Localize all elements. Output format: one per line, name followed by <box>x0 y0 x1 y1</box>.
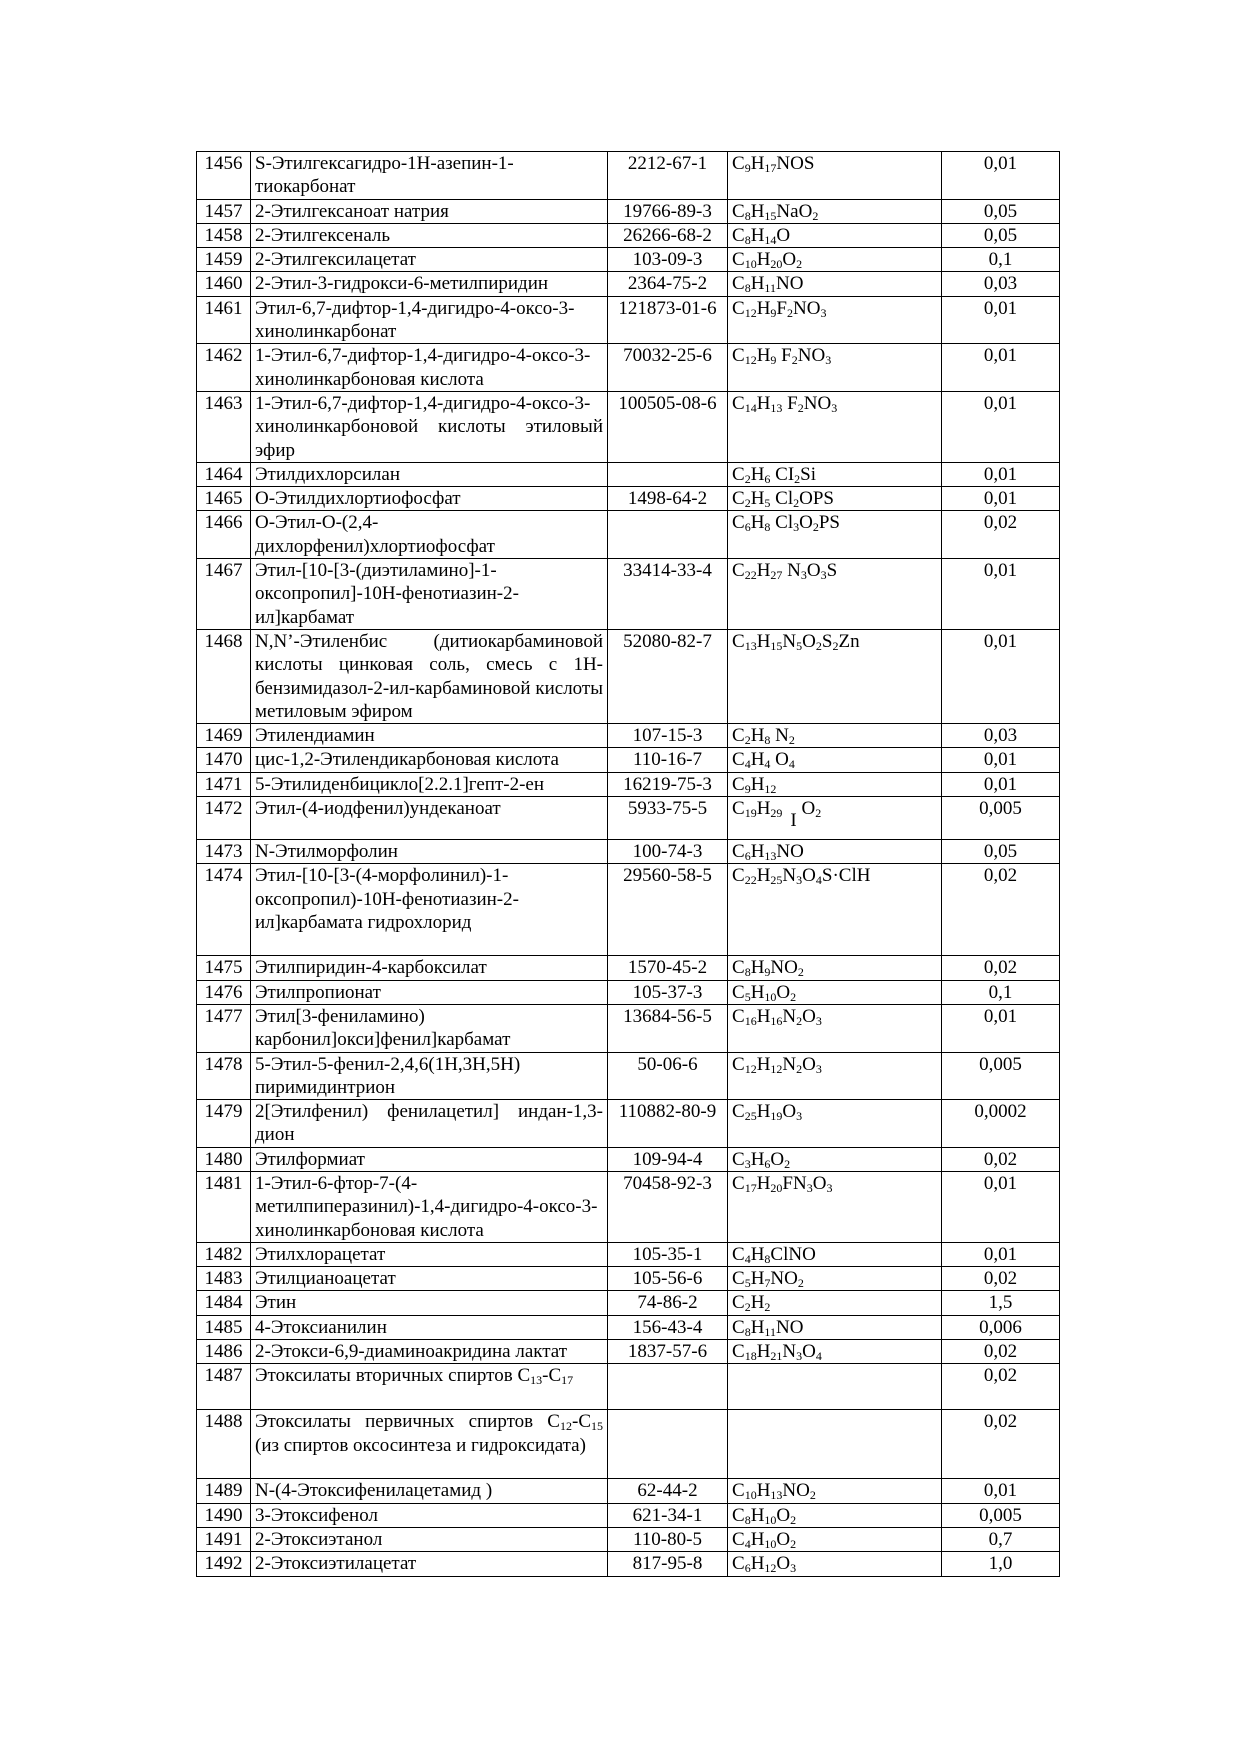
row-number: 1492 <box>197 1552 251 1576</box>
cas-number: 103-09-3 <box>608 248 728 272</box>
cas-number <box>608 1410 728 1479</box>
cas-number: 70032-25-6 <box>608 344 728 392</box>
row-number: 1479 <box>197 1100 251 1148</box>
chemical-formula: $C_8H_9NO_2$ <box>728 956 942 980</box>
table-row <box>197 296 1060 344</box>
cas-number: 33414-33-4 <box>608 559 728 630</box>
row-number: 1470 <box>197 748 251 772</box>
cas-number: 13684-56-5 <box>608 1004 728 1052</box>
table-row <box>197 629 1060 723</box>
row-number: 1477 <box>197 1004 251 1052</box>
limit-value: 0,01 <box>942 487 1060 511</box>
cas-number: 29560-58-5 <box>608 864 728 956</box>
limit-value: 0,01 <box>942 629 1060 723</box>
substance-name: Этин <box>251 1291 608 1315</box>
limit-value: 0,01 <box>942 559 1060 630</box>
substance-name: Этилпиридин-4-карбоксилат <box>251 956 608 980</box>
limit-value: 0,01 <box>942 1004 1060 1052</box>
substance-name: 4-Этоксианилин <box>251 1315 608 1339</box>
substance-name: Этилендиамин <box>251 724 608 748</box>
chemical-formula: $C_{19}H_{29}$ I $O_2$ <box>728 797 942 840</box>
chemical-formula: $C_{16}H_{16}N_2O_3$ <box>728 1004 942 1052</box>
table-row <box>197 462 1060 486</box>
substance-name: 3-Этоксифенол <box>251 1503 608 1527</box>
table-row <box>197 980 1060 1004</box>
chemical-formula: $C_4H_{10}O_2$ <box>728 1527 942 1551</box>
cas-number: 105-35-1 <box>608 1242 728 1266</box>
limit-value: 0,02 <box>942 864 1060 956</box>
chemical-formula: $C_8H_{10}O_2$ <box>728 1503 942 1527</box>
cas-number <box>608 511 728 559</box>
table-body <box>197 152 1060 1577</box>
table-row <box>197 487 1060 511</box>
row-number: 1474 <box>197 864 251 956</box>
limit-value: 0,7 <box>942 1527 1060 1551</box>
chemical-formula: $C_{12}H_9$ $F_2NO_3$ <box>728 344 942 392</box>
limit-value: 0,01 <box>942 1479 1060 1503</box>
limit-value: 0,02 <box>942 1364 1060 1410</box>
cas-number: 105-56-6 <box>608 1267 728 1291</box>
limit-value: 0,006 <box>942 1315 1060 1339</box>
row-number: 1488 <box>197 1410 251 1479</box>
table-row <box>197 724 1060 748</box>
substance-name: 1-Этил-6-фтор-7-(4-метилпиперазинил)-1,4-дигидро-4-оксо-3-хинолинкарбоновая кислота <box>251 1171 608 1242</box>
limit-value: 0,01 <box>942 1242 1060 1266</box>
chemical-formula: $C_8H_{11}NO$ <box>728 272 942 296</box>
chemical-formula: $C_{22}H_{25}N_3O_4S\cdot ClH$ <box>728 864 942 956</box>
table-row <box>197 152 1060 200</box>
table-row <box>197 1527 1060 1551</box>
table-row <box>197 559 1060 630</box>
chemical-formula: $C_4H_8ClNO$ <box>728 1242 942 1266</box>
cas-number: 121873-01-6 <box>608 296 728 344</box>
cas-number: 105-37-3 <box>608 980 728 1004</box>
row-number: 1478 <box>197 1052 251 1100</box>
substance-name: О-Этилдихлортиофосфат <box>251 487 608 511</box>
limit-value: 0,02 <box>942 1147 1060 1171</box>
row-number: 1469 <box>197 724 251 748</box>
limit-value: 0,02 <box>942 1340 1060 1364</box>
cas-number: 5933-75-5 <box>608 797 728 840</box>
substance-name: Этил-[10-[3-(4-морфолинил)-1-оксопропил)-10H-фенотиазин-2-ил]карбамата гидрохлорид <box>251 864 608 956</box>
substance-name: S-Этилгексагидро-1H-азепин-1-тиокарбонат <box>251 152 608 200</box>
chemical-formula: $C_6H_{12}O_3$ <box>728 1552 942 1576</box>
row-number: 1483 <box>197 1267 251 1291</box>
substance-name: 2-Этилгексеналь <box>251 223 608 247</box>
limit-value: 0,01 <box>942 462 1060 486</box>
substance-name: Этилдихлорсилан <box>251 462 608 486</box>
table-row <box>197 1267 1060 1291</box>
cas-number: 74-86-2 <box>608 1291 728 1315</box>
chemical-formula: $C_{22}H_{27}$ $N_3O_3S$ <box>728 559 942 630</box>
limit-value: 1,5 <box>942 1291 1060 1315</box>
cas-number: 1498-64-2 <box>608 487 728 511</box>
limit-value: 0,01 <box>942 772 1060 796</box>
table-row <box>197 1100 1060 1148</box>
row-number: 1464 <box>197 462 251 486</box>
table-row <box>197 1503 1060 1527</box>
substance-name: 5-Этилиденбицикло[2.2.1]гепт-2-ен <box>251 772 608 796</box>
chemical-formula: $C_8H_{15}NaO_2$ <box>728 199 942 223</box>
substance-name: N-Этилморфолин <box>251 840 608 864</box>
table-row <box>197 797 1060 840</box>
row-number: 1480 <box>197 1147 251 1171</box>
table-row <box>197 199 1060 223</box>
substance-name: Этилцианоацетат <box>251 1267 608 1291</box>
limit-value: 0,005 <box>942 1052 1060 1100</box>
limit-value: 0,02 <box>942 1267 1060 1291</box>
table-row <box>197 840 1060 864</box>
table-row <box>197 1147 1060 1171</box>
cas-number: 1570-45-2 <box>608 956 728 980</box>
row-number: 1467 <box>197 559 251 630</box>
row-number: 1476 <box>197 980 251 1004</box>
row-number: 1491 <box>197 1527 251 1551</box>
limit-value: 0,01 <box>942 748 1060 772</box>
substance-table <box>196 151 1060 1577</box>
chemical-formula: $C_5H_7NO_2$ <box>728 1267 942 1291</box>
chemical-formula: $C_{12}H_9F_2NO_3$ <box>728 296 942 344</box>
limit-value: 0,005 <box>942 1503 1060 1527</box>
cas-number <box>608 1364 728 1410</box>
limit-value: 0,1 <box>942 980 1060 1004</box>
row-number: 1460 <box>197 272 251 296</box>
substance-name: Этоксилаты вторичных спиртов $C_{13}-C_{17}$ <box>251 1364 608 1410</box>
substance-name: 2-Этилгексаноат натрия <box>251 199 608 223</box>
table-row <box>197 1552 1060 1576</box>
row-number: 1468 <box>197 629 251 723</box>
table-row <box>197 248 1060 272</box>
chemical-formula: $C_{10}H_{13}NO_2$ <box>728 1479 942 1503</box>
substance-name: Этилформиат <box>251 1147 608 1171</box>
row-number: 1456 <box>197 152 251 200</box>
table-row <box>197 864 1060 956</box>
limit-value: 0,005 <box>942 797 1060 840</box>
chemical-formula: $C_{12}H_{12}N_2O_3$ <box>728 1052 942 1100</box>
substance-name: 2-Этоксиэтанол <box>251 1527 608 1551</box>
limit-value: 0,1 <box>942 248 1060 272</box>
substance-name: 2-Этокси-6,9-диаминоакридина лактат <box>251 1340 608 1364</box>
cas-number: 2364-75-2 <box>608 272 728 296</box>
cas-number: 2212-67-1 <box>608 152 728 200</box>
substance-name: Этилпропионат <box>251 980 608 1004</box>
chemical-formula: $C_2H_5$ $Cl_2OPS$ <box>728 487 942 511</box>
table-row <box>197 272 1060 296</box>
substance-name: 2-Этоксиэтилацетат <box>251 1552 608 1576</box>
cas-number: 109-94-4 <box>608 1147 728 1171</box>
row-number: 1462 <box>197 344 251 392</box>
cas-number: 1837-57-6 <box>608 1340 728 1364</box>
substance-name: 2[Этилфенил) фенилацетил] индан-1,3-дион <box>251 1100 608 1148</box>
limit-value: 0,01 <box>942 391 1060 462</box>
limit-value: 0,01 <box>942 1171 1060 1242</box>
row-number: 1486 <box>197 1340 251 1364</box>
cas-number: 16219-75-3 <box>608 772 728 796</box>
cas-number: 817-95-8 <box>608 1552 728 1576</box>
table-row <box>197 1242 1060 1266</box>
substance-name: Этил-[10-[3-(диэтиламино]-1-оксопропил]-10H-фенотиазин-2-ил]карбамат <box>251 559 608 630</box>
row-number: 1465 <box>197 487 251 511</box>
row-number: 1481 <box>197 1171 251 1242</box>
chemical-formula: $C_2H_2$ <box>728 1291 942 1315</box>
limit-value: 0,01 <box>942 152 1060 200</box>
row-number: 1457 <box>197 199 251 223</box>
table-row <box>197 1171 1060 1242</box>
chemical-formula: $C_8H_{14}O$ <box>728 223 942 247</box>
row-number: 1485 <box>197 1315 251 1339</box>
row-number: 1489 <box>197 1479 251 1503</box>
chemical-formula: $C_{18}H_{21}N_3O_4$ <box>728 1340 942 1364</box>
table-row <box>197 1479 1060 1503</box>
table-row <box>197 772 1060 796</box>
chemical-formula: $C_8H_{11}NO$ <box>728 1315 942 1339</box>
limit-value: 1,0 <box>942 1552 1060 1576</box>
table-row <box>197 1410 1060 1479</box>
cas-number: 621-34-1 <box>608 1503 728 1527</box>
cas-number: 62-44-2 <box>608 1479 728 1503</box>
table-row <box>197 1364 1060 1410</box>
chemical-formula: $C_5H_{10}O_2$ <box>728 980 942 1004</box>
cas-number: 156-43-4 <box>608 1315 728 1339</box>
limit-value: 0,05 <box>942 223 1060 247</box>
table-row <box>197 956 1060 980</box>
row-number: 1472 <box>197 797 251 840</box>
cas-number: 70458-92-3 <box>608 1171 728 1242</box>
limit-value: 0,01 <box>942 344 1060 392</box>
row-number: 1475 <box>197 956 251 980</box>
substance-name: 1-Этил-6,7-дифтор-1,4-дигидро-4-оксо-3-хинолинкарбоновая кислота <box>251 344 608 392</box>
row-number: 1459 <box>197 248 251 272</box>
table-row <box>197 511 1060 559</box>
substance-name: N,N’-Этиленбис (дитиокарбаминовой кислоты цинковая соль, смесь с 1H-бензимидазол-2-ил-карбаминовой кислоты метиловым эфиром <box>251 629 608 723</box>
cas-number: 110-80-5 <box>608 1527 728 1551</box>
substance-name: Этил-(4-иодфенил)ундеканоат <box>251 797 608 840</box>
limit-value: 0,01 <box>942 296 1060 344</box>
row-number: 1490 <box>197 1503 251 1527</box>
row-number: 1466 <box>197 511 251 559</box>
chemical-formula: $C_6H_{13}NO$ <box>728 840 942 864</box>
chemical-formula: $C_{13}H_{15}N_5O_2S_2Zn$ <box>728 629 942 723</box>
table-row <box>197 1340 1060 1364</box>
substance-name: 1-Этил-6,7-дифтор-1,4-дигидро-4-оксо-3-хинолинкарбоновой кислоты этиловый эфир <box>251 391 608 462</box>
chemical-formula: $C_2H_6$ $CI_2Si$ <box>728 462 942 486</box>
cas-number: 107-15-3 <box>608 724 728 748</box>
table-row <box>197 391 1060 462</box>
cas-number: 19766-89-3 <box>608 199 728 223</box>
row-number: 1482 <box>197 1242 251 1266</box>
table-row <box>197 223 1060 247</box>
cas-number <box>608 462 728 486</box>
substance-name: О-Этил-О-(2,4-дихлорфенил)хлортиофосфат <box>251 511 608 559</box>
limit-value: 0,02 <box>942 511 1060 559</box>
table-row <box>197 344 1060 392</box>
limit-value: 0,05 <box>942 199 1060 223</box>
cas-number: 26266-68-2 <box>608 223 728 247</box>
chemical-formula: $C_{17}H_{20}FN_3O_3$ <box>728 1171 942 1242</box>
chemical-formula <box>728 1364 942 1410</box>
chemical-formula <box>728 1410 942 1479</box>
chemical-formula: $C_9H_{12}$ <box>728 772 942 796</box>
row-number: 1473 <box>197 840 251 864</box>
limit-value: 0,03 <box>942 724 1060 748</box>
substance-name: N-(4-Этоксифенилацетамид ) <box>251 1479 608 1503</box>
substance-name: 5-Этил-5-фенил-2,4,6(1H,3H,5H) пиримидинтрион <box>251 1052 608 1100</box>
substance-name: Этил[3-фениламино) карбонил]окси]фенил]карбамат <box>251 1004 608 1052</box>
limit-value: 0,0002 <box>942 1100 1060 1148</box>
limit-value: 0,03 <box>942 272 1060 296</box>
cas-number: 50-06-6 <box>608 1052 728 1100</box>
row-number: 1487 <box>197 1364 251 1410</box>
chemical-formula: $C_4H_4$ $O_4$ <box>728 748 942 772</box>
chemical-formula: $C_6H_8$ $Cl_3O_2PS$ <box>728 511 942 559</box>
substance-name: Этил-6,7-дифтор-1,4-дигидро-4-оксо-3-хинолинкарбонат <box>251 296 608 344</box>
cas-number: 110-16-7 <box>608 748 728 772</box>
limit-value: 0,02 <box>942 956 1060 980</box>
row-number: 1471 <box>197 772 251 796</box>
row-number: 1458 <box>197 223 251 247</box>
chemical-formula: $C_{14}H_{13}$ $F_2NO_3$ <box>728 391 942 462</box>
table-row <box>197 1052 1060 1100</box>
substance-name: Этоксилаты первичных спиртов $C_{12}-C_{15}$ (из спиртов оксосинтеза и гидроксидата) <box>251 1410 608 1479</box>
cas-number: 100505-08-6 <box>608 391 728 462</box>
table-row <box>197 1004 1060 1052</box>
chemical-formula: $C_3H_6O_2$ <box>728 1147 942 1171</box>
cas-number: 52080-82-7 <box>608 629 728 723</box>
chemical-formula: $C_9H_{17}NOS$ <box>728 152 942 200</box>
chemical-formula: $C_{25}H_{19}O_3$ <box>728 1100 942 1148</box>
substance-name: цис-1,2-Этилендикарбоновая кислота <box>251 748 608 772</box>
formula-mark: I <box>790 810 797 832</box>
substance-name: Этилхлорацетат <box>251 1242 608 1266</box>
chemical-formula: $C_2H_8$ $N_2$ <box>728 724 942 748</box>
cas-number: 110882-80-9 <box>608 1100 728 1148</box>
cas-number: 100-74-3 <box>608 840 728 864</box>
limit-value: 0,05 <box>942 840 1060 864</box>
chemical-formula: $C_{10}H_{20}O_2$ <box>728 248 942 272</box>
substance-name: 2-Этилгексилацетат <box>251 248 608 272</box>
row-number: 1461 <box>197 296 251 344</box>
row-number: 1463 <box>197 391 251 462</box>
limit-value: 0,02 <box>942 1410 1060 1479</box>
table-row <box>197 1291 1060 1315</box>
row-number: 1484 <box>197 1291 251 1315</box>
substance-name: 2-Этил-3-гидрокси-6-метилпиридин <box>251 272 608 296</box>
table-row <box>197 1315 1060 1339</box>
table-row <box>197 748 1060 772</box>
